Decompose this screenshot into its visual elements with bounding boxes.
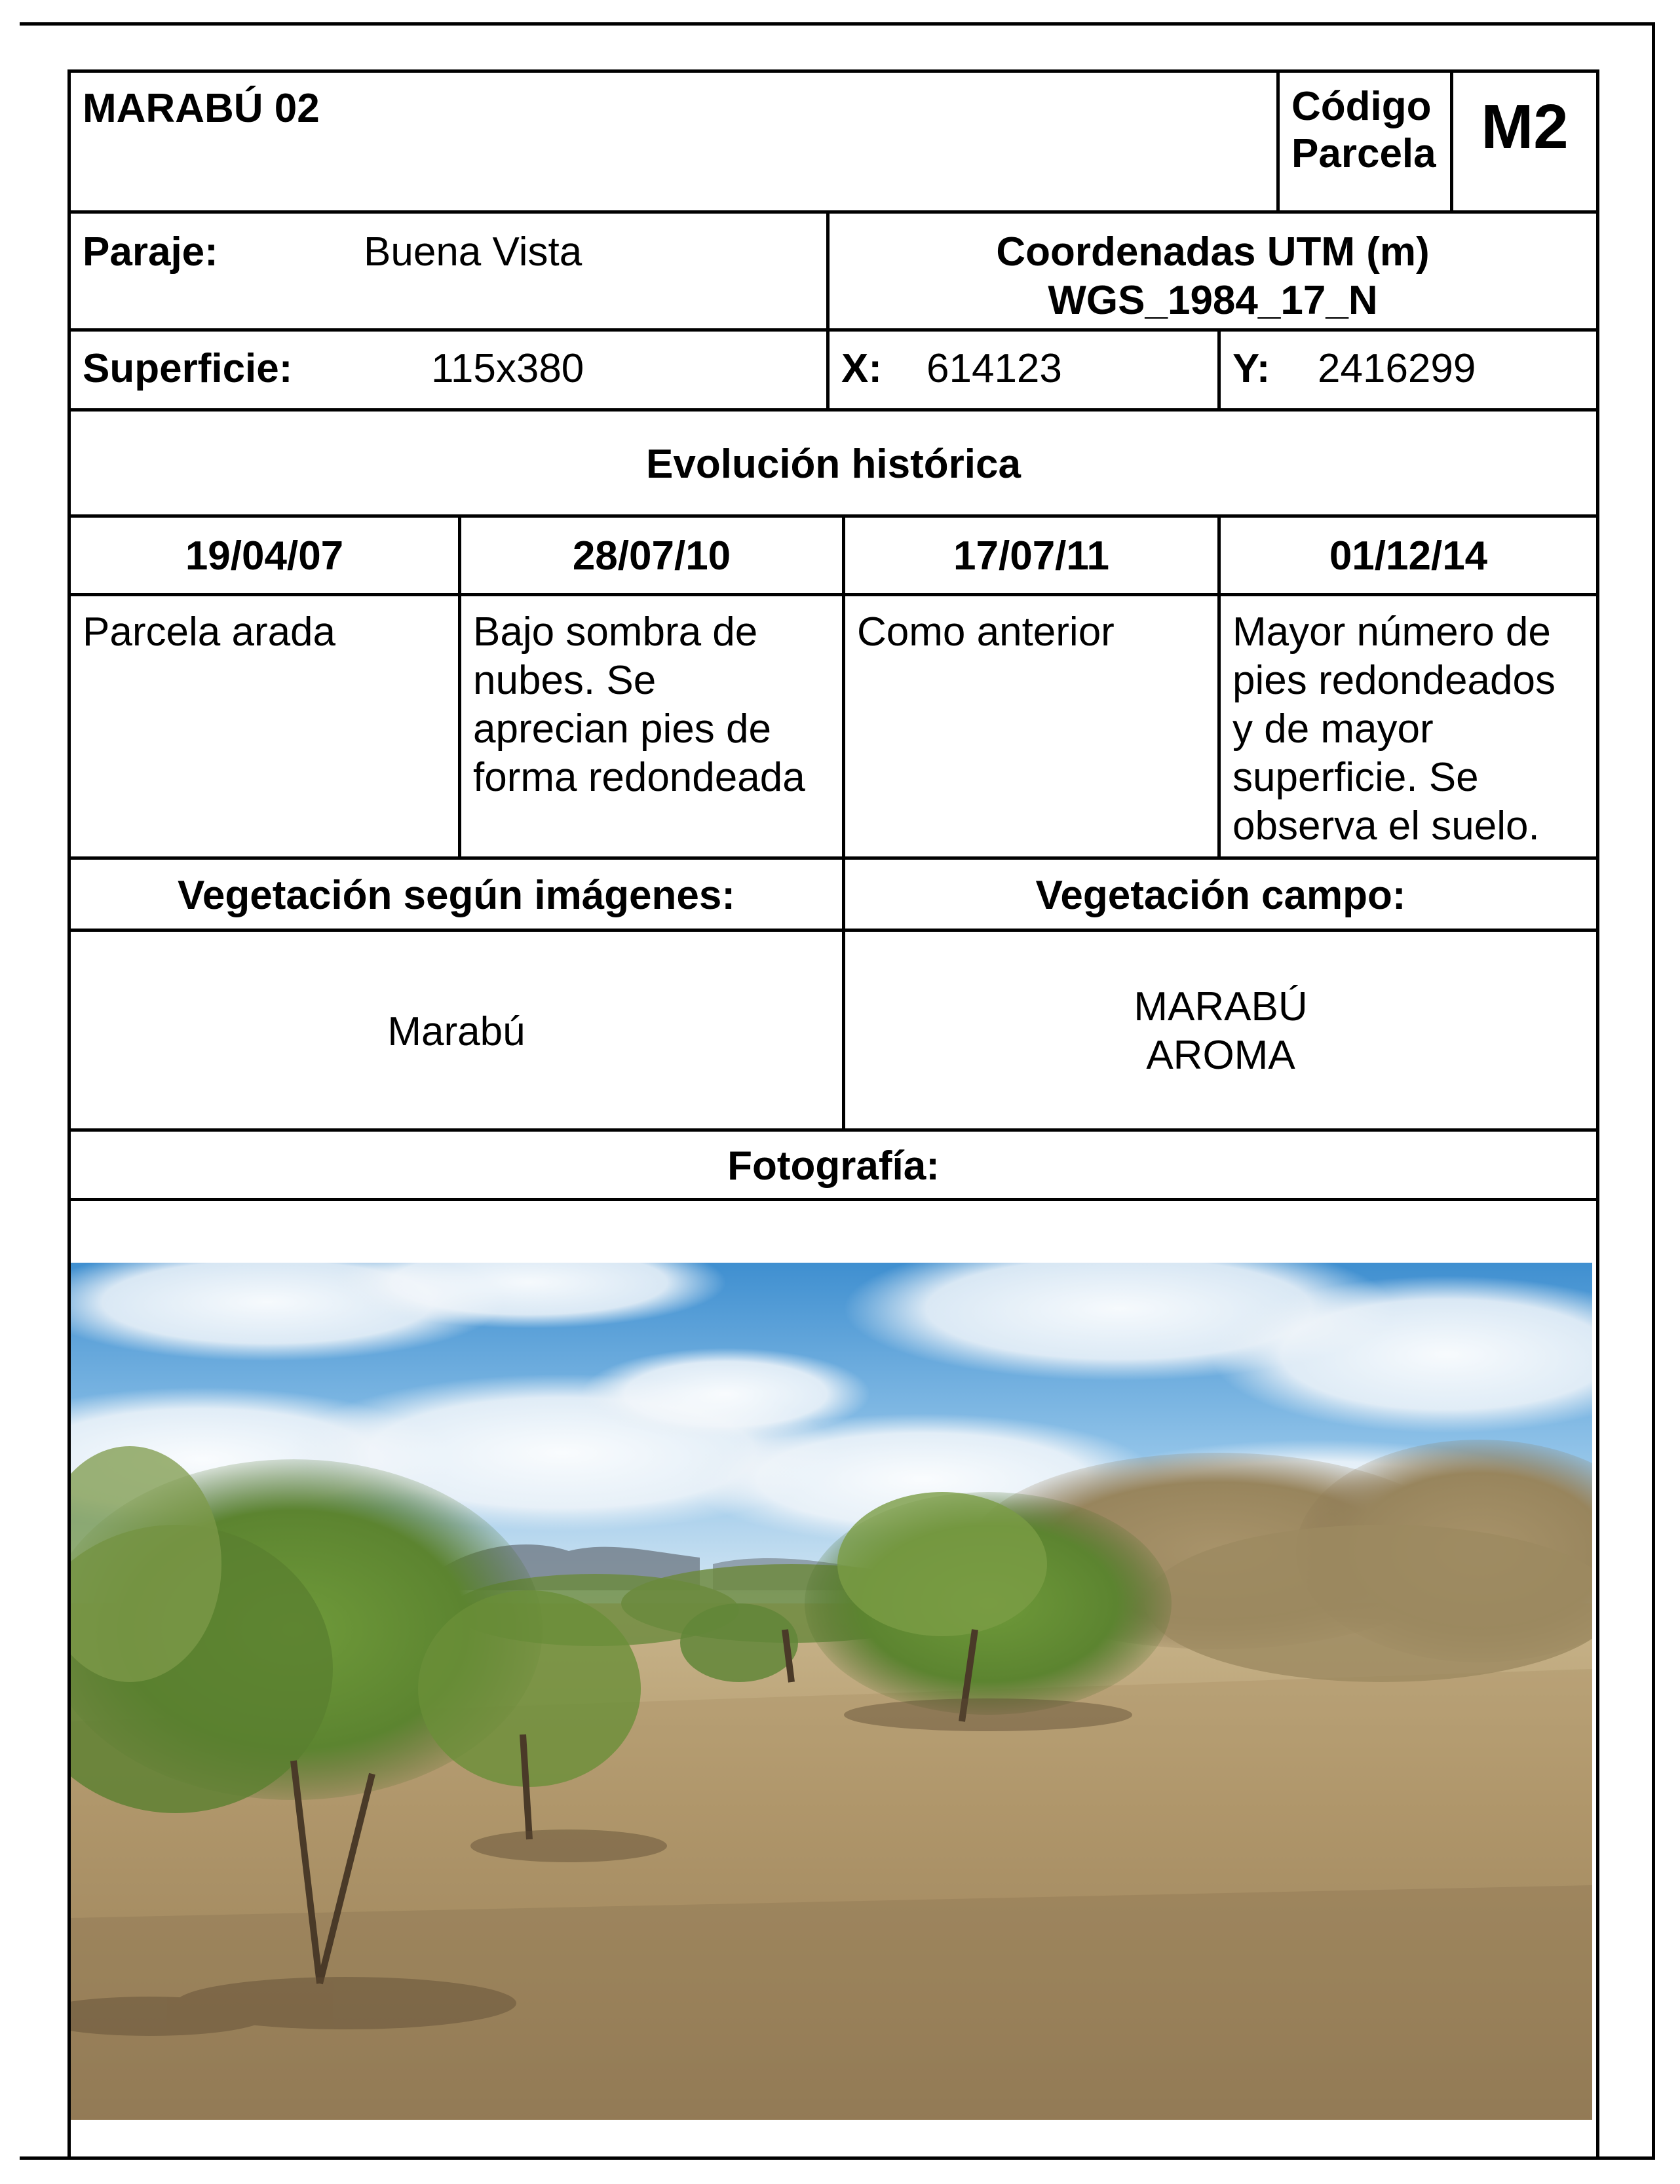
- vegetation-images-label: Vegetación según imágenes:: [177, 873, 736, 918]
- description-line: aprecian pies de: [473, 706, 771, 752]
- description-line: Bajo sombra de: [473, 609, 758, 655]
- description-line: pies redondeados: [1232, 658, 1556, 703]
- plot-sheet: [67, 69, 1599, 2160]
- title-row: [71, 73, 1596, 214]
- vegetation-field-header-cell: [845, 860, 1596, 929]
- description-cell: [71, 596, 461, 856]
- photo-title-row: [71, 1132, 1596, 1201]
- evolution-dates-row: [71, 518, 1596, 596]
- vegetation-header-row: [71, 860, 1596, 932]
- x-label: X:: [841, 346, 882, 391]
- landscape-photo-image: [71, 1263, 1592, 2120]
- coords-title: [830, 228, 1596, 325]
- vegetation-field-value-cell: [845, 932, 1596, 1128]
- evolution-date: 17/07/11: [953, 533, 1109, 579]
- superficie-row: [71, 332, 1596, 412]
- evolution-date: 19/04/07: [185, 533, 344, 579]
- y-label: Y:: [1232, 346, 1270, 391]
- description-cell: [461, 596, 845, 856]
- superficie-label: Superficie:: [83, 346, 293, 391]
- code-value-cell: [1453, 73, 1596, 210]
- superficie-cell: [71, 332, 830, 408]
- superficie-value: 115x380: [431, 346, 584, 391]
- description-line: y de mayor: [1232, 706, 1434, 752]
- evolution-title: Evolución histórica: [646, 442, 1021, 487]
- evolution-description: [473, 608, 835, 802]
- evolution-title-row: [71, 412, 1596, 518]
- title-cell: [71, 73, 1280, 210]
- code-label-cell: [1280, 73, 1453, 210]
- coords-cell: [830, 214, 1596, 328]
- vegetation-values-row: [71, 932, 1596, 1132]
- description-line: Mayor número de: [1232, 609, 1551, 655]
- paraje-row: [71, 214, 1596, 332]
- date-cell: [845, 518, 1221, 593]
- evolution-description: [1232, 608, 1590, 851]
- plot-title: MARABÚ 02: [83, 86, 320, 131]
- evolution-description: [857, 608, 1211, 657]
- paraje-label: Paraje:: [83, 229, 218, 275]
- vegetation-field-value: [845, 983, 1596, 1080]
- description-line: superficie. Se: [1232, 755, 1479, 800]
- coords-title-line2: WGS_1984_17_N: [1048, 278, 1378, 323]
- vegetation-field-line2: AROMA: [1146, 1033, 1295, 1078]
- description-line: forma redondeada: [473, 755, 805, 800]
- date-cell: [1221, 518, 1596, 593]
- paraje-value: Buena Vista: [364, 229, 582, 275]
- x-coord-cell: [830, 332, 1221, 408]
- description-line: nubes. Se: [473, 658, 657, 703]
- date-cell: [71, 518, 461, 593]
- description-line: observa el suelo.: [1232, 803, 1540, 849]
- paraje-cell: [71, 214, 830, 328]
- code-label-line1: Código: [1291, 84, 1432, 129]
- y-value: 2416299: [1318, 346, 1476, 391]
- vegetation-field-line1: MARABÚ: [1134, 984, 1308, 1029]
- x-value: 614123: [926, 346, 1062, 391]
- code-label: [1291, 83, 1436, 178]
- evolution-description: [83, 608, 451, 657]
- description-cell: [1221, 596, 1596, 856]
- description-line: Parcela arada: [83, 609, 336, 655]
- evolution-date: 28/07/10: [572, 533, 731, 579]
- evolution-date: 01/12/14: [1329, 533, 1488, 579]
- vegetation-field-label: Vegetación campo:: [1035, 873, 1406, 918]
- y-coord-cell: [1221, 332, 1596, 408]
- description-line: Como anterior: [857, 609, 1115, 655]
- coords-title-line1: Coordenadas UTM (m): [996, 229, 1430, 275]
- field-photo: [71, 1263, 1592, 2120]
- code-label-line2: Parcela: [1291, 131, 1436, 176]
- vegetation-images-header-cell: [71, 860, 845, 929]
- code-value: M2: [1481, 92, 1569, 162]
- date-cell: [461, 518, 845, 593]
- vegetation-images-value: Marabú: [387, 1009, 525, 1054]
- photo-label: Fotografía:: [727, 1143, 940, 1189]
- vegetation-images-value-cell: [71, 932, 845, 1128]
- evolution-descriptions-row: [71, 596, 1596, 860]
- description-cell: [845, 596, 1221, 856]
